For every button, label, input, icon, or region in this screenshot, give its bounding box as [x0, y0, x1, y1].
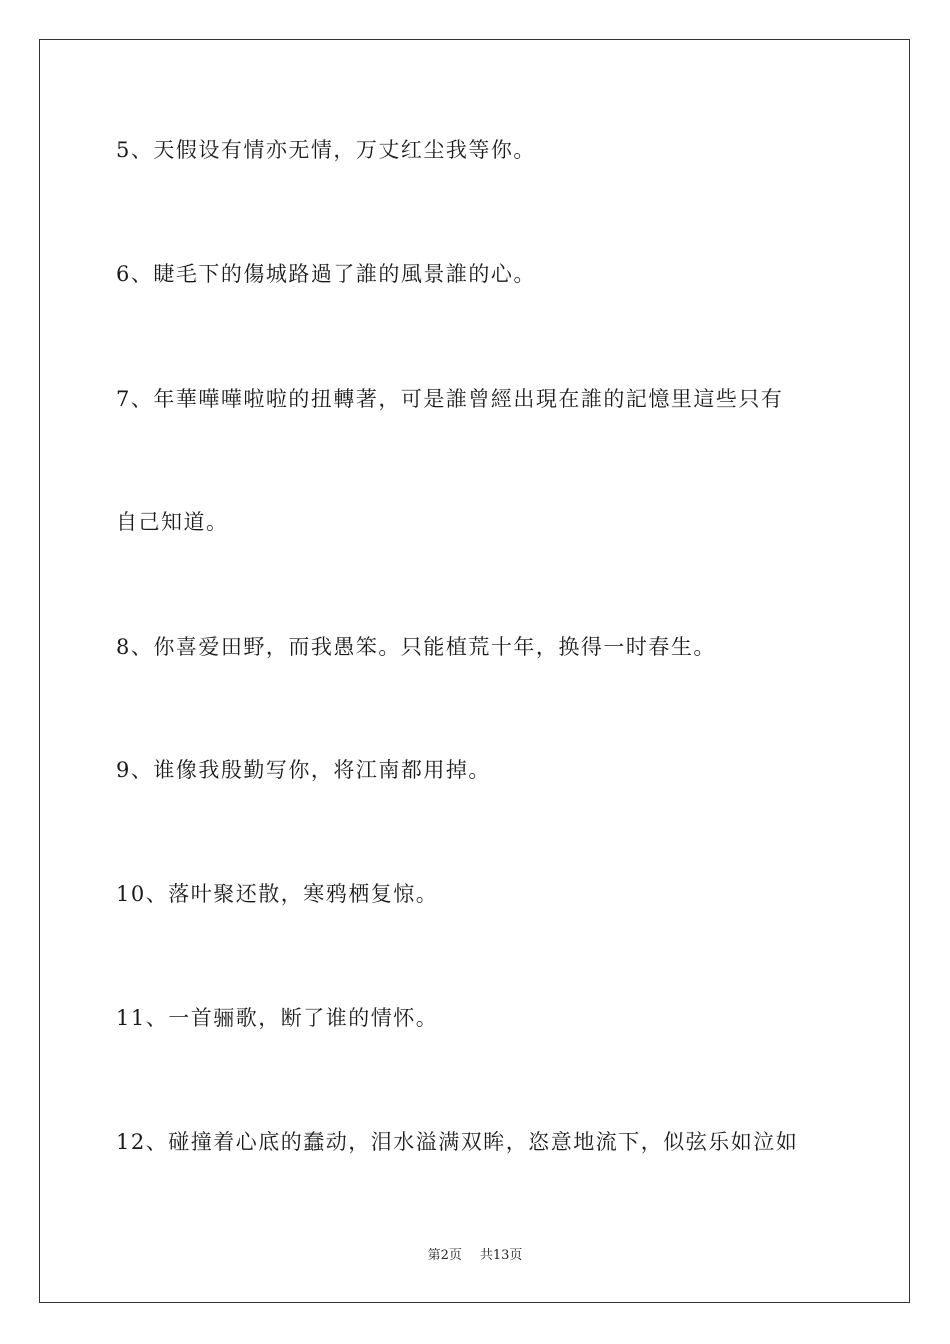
text-line-12: 12、碰撞着心底的蠢动，泪水溢满双眸，恣意地流下，似弦乐如泣如 — [116, 1130, 799, 1154]
text-line-7-continued: 自己知道。 — [116, 510, 229, 534]
text-line-8: 8、你喜爱田野，而我愚笨。只能植荒十年，换得一时春生。 — [116, 635, 716, 659]
page-number: 第2页 — [427, 1248, 462, 1263]
page-border — [39, 39, 910, 1303]
page-footer — [0, 1247, 950, 1265]
text-line-9: 9、谁像我殷勤写你，将江南都用掉。 — [116, 758, 491, 782]
text-line-6: 6、睫毛下的傷城路過了誰的風景誰的心。 — [116, 262, 536, 286]
text-line-5: 5、天假设有情亦无情，万丈红尘我等你。 — [116, 138, 536, 162]
page-total: 共13页 — [479, 1248, 523, 1263]
text-line-11: 11、一首骊歌，断了谁的情怀。 — [116, 1006, 439, 1030]
text-line-7: 7、年華嘩嘩啦啦的扭轉著，可是誰曾經出現在誰的記憶里這些只有 — [116, 387, 784, 411]
text-line-10: 10、落叶聚还散，寒鸦栖复惊。 — [116, 882, 439, 906]
